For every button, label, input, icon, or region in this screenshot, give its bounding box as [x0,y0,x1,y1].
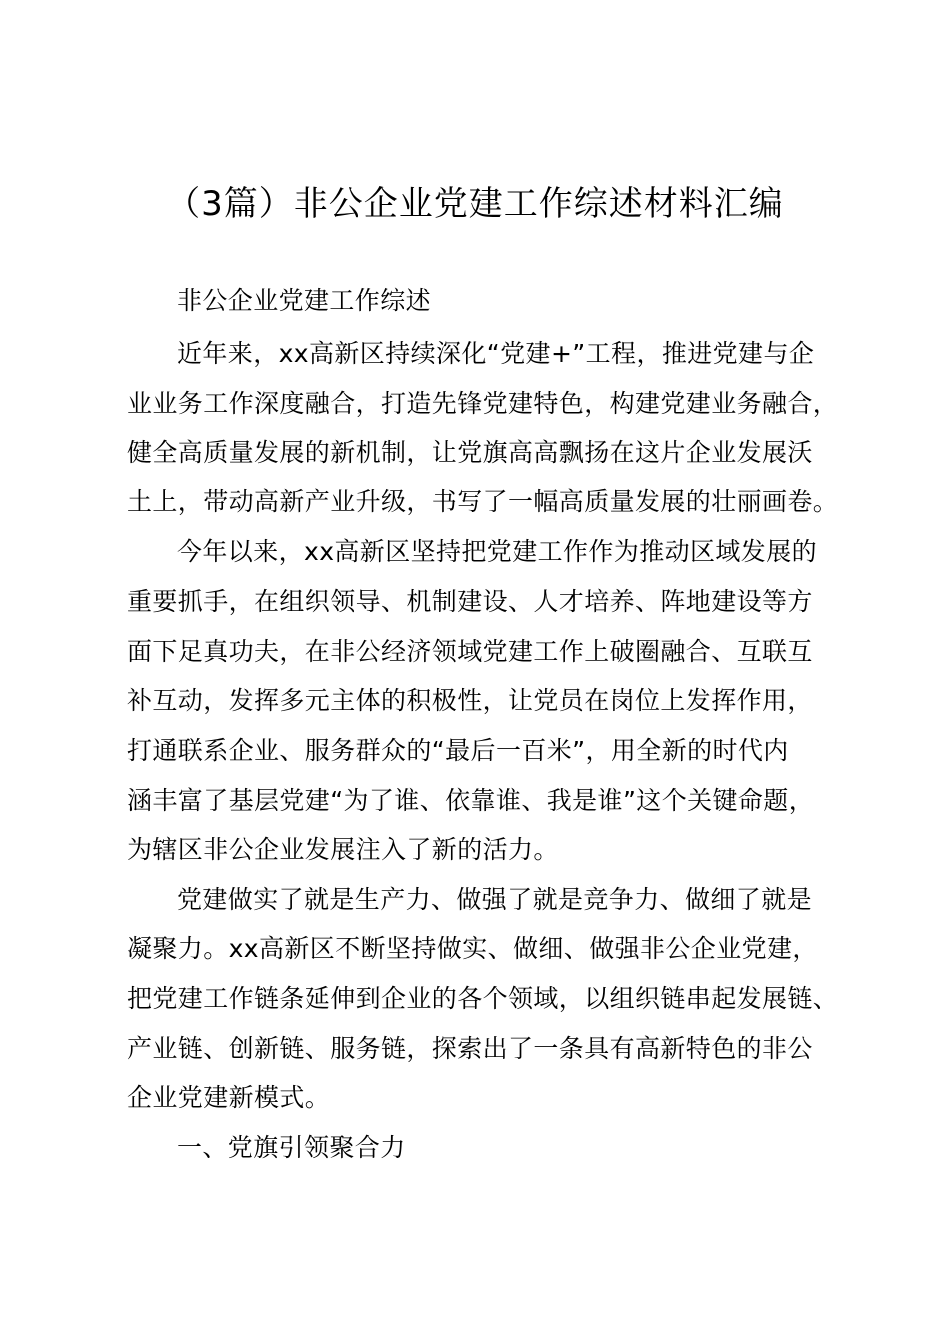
section-heading: 非公企业党建工作综述 [177,286,432,315]
paragraph-line: 土上，带动高新产业升级，书写了一幅高质量发展的壮丽画卷。 [127,487,839,516]
paragraph-line: 打通联系企业、服务群众的“最后一百米”，用全新的时代内 [127,736,789,765]
paragraph-line: 为辖区非公企业发展注入了新的活力。 [127,835,559,864]
paragraph-line: 今年以来，xx高新区坚持把党建工作作为推动区域发展的 [177,537,817,566]
paragraph-line: 把党建工作链条延伸到企业的各个领域，以组织链串起发展链、 [127,984,839,1013]
paragraph-line: 产业链、创新链、服务链，探索出了一条具有高新特色的非公 [127,1034,813,1063]
document-title: （3篇）非公企业党建工作综述材料汇编 [166,184,784,224]
paragraph-line: 重要抓手，在组织领导、机制建设、人才培养、阵地建设等方 [127,587,813,616]
paragraph-line: 补互动，发挥多元主体的积极性，让党员在岗位上发挥作用， [127,686,813,715]
paragraph-line: 近年来，xx高新区持续深化“党建+”工程，推进党建与企 [177,339,815,368]
paragraph-line: 涵丰富了基层党建“为了谁、依靠谁、我是谁”这个关键命题， [127,786,815,815]
paragraph-line: 凝聚力。xx高新区不断坚持做实、做细、做强非公企业党建， [127,934,818,963]
paragraph-line: 业业务工作深度融合，打造先锋党建特色，构建党建业务融合， [127,389,839,418]
paragraph-line: 党建做实了就是生产力、做强了就是竞争力、做细了就是 [177,885,813,914]
paragraph-line: 健全高质量发展的新机制，让党旗高高飘扬在这片企业发展沃 [127,438,813,467]
paragraph-line: 企业党建新模式。 [127,1083,331,1112]
paragraph-line: 面下足真功夫，在非公经济领域党建工作上破圈融合、互联互 [127,637,813,666]
section-heading: 一、党旗引领聚合力 [177,1133,406,1162]
